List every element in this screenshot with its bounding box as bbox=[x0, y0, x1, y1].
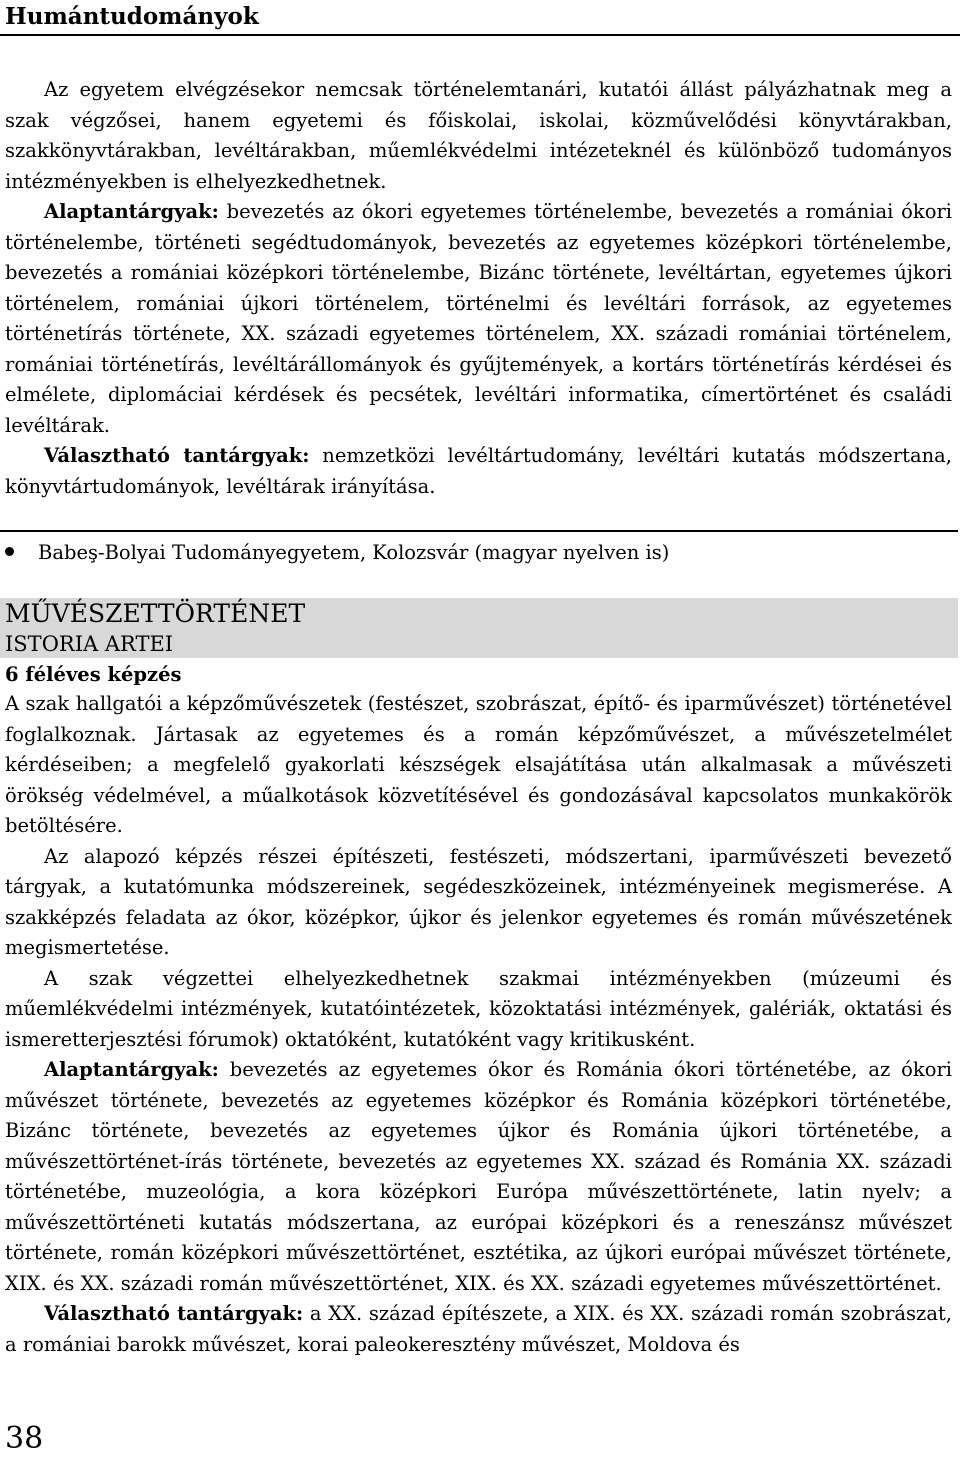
university-bullet-item bbox=[5, 538, 669, 568]
history-elective-text: nemzetközi levéltártudomány, levéltári kutatás módszertana, könyvtártudományok, levéltárak irányítása. bbox=[5, 444, 952, 498]
history-core-label: Alaptantárgyak: bbox=[44, 200, 219, 223]
history-core-text: bevezetés az ókori egyetemes történelembe, bevezetés a romániai ókori történelembe, történeti segédtudományok, bevezetés az egyetemes középkori történelembe, bevezetés a romániai középkori történelembe, Bizánc története, levéltártan, egyetemes újkori történelem, romániai újkori történelem, történelmi és levéltári források, az egyetemes történetírás története, XX. századi egyetemes történelem, XX. századi romániai történelem, romániai történetírás, levéltárállományok és gyűjtemények, a kortárs történetírás kérdései és elmélete, diplomáciai kérdések és pecsétek, levéltári informatika, címertörténet és családi levéltárak. bbox=[5, 200, 952, 437]
history-elective-label: Választható tantárgyak: bbox=[44, 444, 310, 467]
art-history-paragraph-2: Az alapozó képzés részei építészeti, festészeti, módszertani, iparművészeti bevezető tárgyak, a kutatómunka módszereinek, segédeszközeinek, intézményeinek megismerése. A szakképzés feladata az ókor, középkor, újkor és jelenkor egyetemes és román művészetének megismertetése. bbox=[5, 844, 952, 959]
art-history-elective-label: Választható tantárgyak: bbox=[44, 1302, 304, 1325]
art-history-section-body bbox=[5, 689, 952, 1360]
art-history-core-text: bevezetés az egyetemes ókor és Románia ókori történetébe, az ókori művészet története, bevezetés az egyetemes középkor és Románia középkori történetébe, Bizánc története, bevezetés az egyetemes újkor és Románia újkori történetébe, a művészettörténet-írás története, bevezetés az egyetemes XX. század és Románia XX. századi történetébe, muzeológia, a kora középkori Európa művészettörténete, latin nyelv; a művészettörténeti kutatás módszertana, az európai középkori és a reneszánsz művészet története, román középkori művészettörténet, esztétika, az újkori európai művészet története, XIX. és XX. századi román művészettörténet, XIX. és XX. századi egyetemes művészettörténet. bbox=[5, 1058, 952, 1295]
section-heading-subtitle: ISTORIA ARTEI bbox=[5, 632, 174, 656]
history-elective-subjects-paragraph bbox=[5, 441, 952, 502]
program-duration: 6 féléves képzés bbox=[5, 663, 182, 686]
history-section-body bbox=[5, 75, 952, 502]
history-core-subjects-paragraph bbox=[5, 197, 952, 441]
art-history-core-label: Alaptantárgyak: bbox=[44, 1058, 219, 1081]
section-divider bbox=[0, 530, 958, 532]
art-history-paragraph-3: A szak végzettei elhelyezkedhetnek szakmai intézményekben (múzeumi és műemlékvédelmi intézmények, kutatóintézetek, közoktatási intézmények, galériák, oktatási és ismeretterjesztési fórumok) oktatóként, kutatóként vagy kritikusként. bbox=[5, 966, 952, 1051]
running-header-title: Humántudományok bbox=[5, 3, 259, 30]
bullet-dot-icon bbox=[5, 547, 14, 556]
page-number: 38 bbox=[5, 1421, 44, 1456]
header-divider bbox=[0, 34, 960, 36]
art-history-elective-subjects-paragraph bbox=[5, 1299, 952, 1360]
history-intro-paragraph: Az egyetem elvégzésekor nemcsak történelemtanári, kutatói állást pályázhatnak meg a szak végzősei, hanem egyetemi és főiskolai, iskolai, közművelődési könyvtárakban, szakkönyvtárakban, levéltárakban, műemlékvédelmi intézeteknél és különböző tudományos intézményekben is elhelyezkedhetnek. bbox=[5, 78, 952, 193]
art-history-paragraph-1: A szak hallgatói a képzőművészetek (festészet, szobrászat, építő- és iparművészet) történetével foglalkoznak. Jártasak az egyetemes és a román képzőművészet, a művészetelmélet kérdéseiben; a megfelelő gyakorlati készségek elsajátítása után alkalmasak a művészeti örökség védelmével, a műalkotások közvetítésével és gondozásával kapcsolatos munkakörök betöltésére. bbox=[5, 692, 952, 837]
art-history-elective-text: a XX. század építészete, a XIX. és XX. századi román szobrászat, a romániai barokk művészet, korai paleokeresztény művészet, Moldova és bbox=[5, 1302, 952, 1356]
university-name: Babeş-Bolyai Tudományegyetem, Kolozsvár (magyar nyelven is) bbox=[38, 541, 670, 564]
art-history-core-subjects-paragraph bbox=[5, 1055, 952, 1299]
section-heading-title: MŰVÉSZETTÖRTÉNET bbox=[5, 599, 306, 628]
